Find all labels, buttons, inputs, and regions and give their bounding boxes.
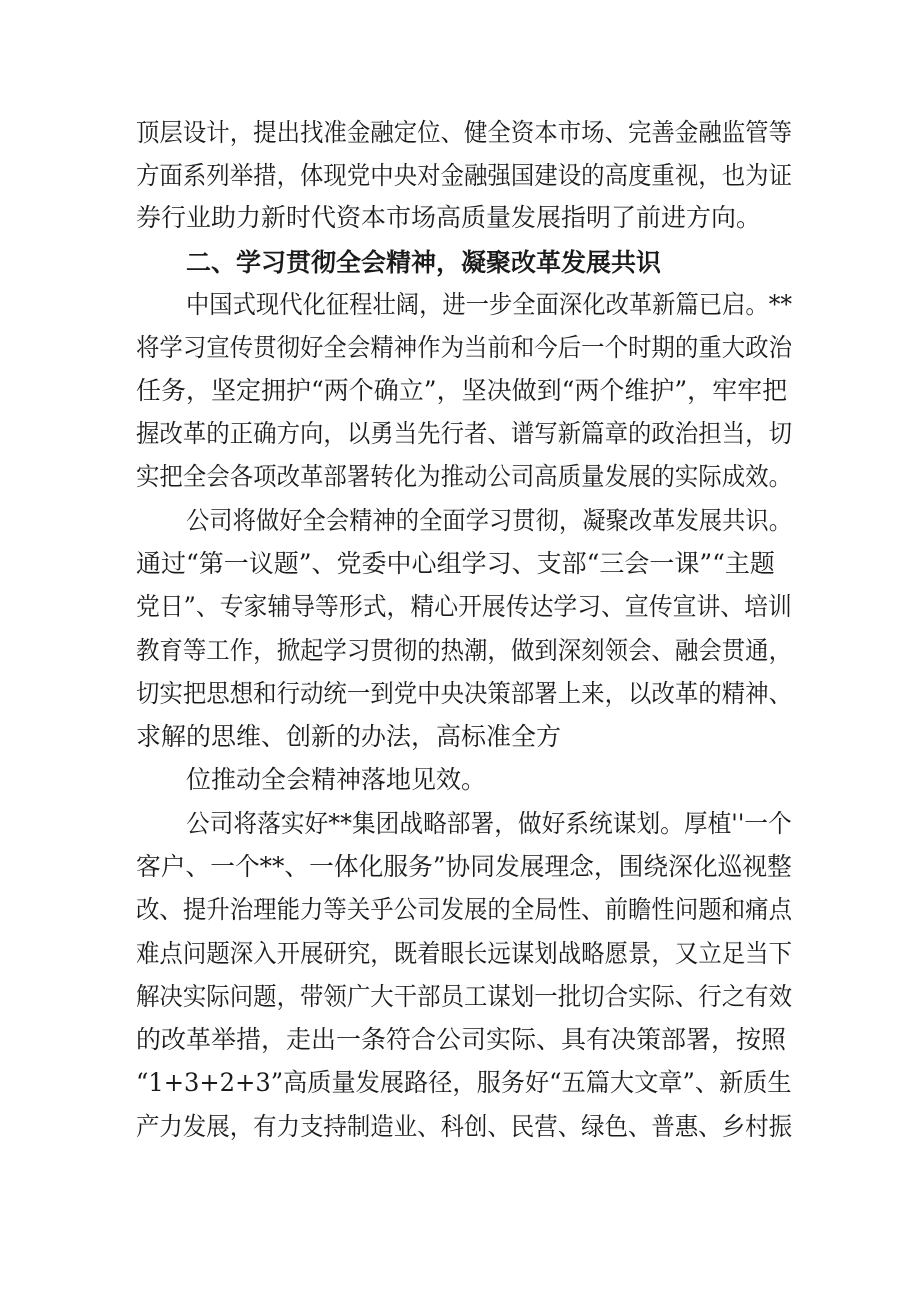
paragraph-line: 的改革举措，走出一条符合公司实际、具有决策部署，按照: [136, 1025, 787, 1054]
paragraph-line: 位推动全会精神落地见效。: [186, 765, 487, 794]
paragraph-line: 顶层设计，提出找准金融定位、健全资本市场、完善金融监管等: [136, 118, 793, 147]
section-heading: 二、学习贯彻全会精神，凝聚改革发展共识: [186, 248, 662, 277]
paragraph-line: “1+3+2+3”高质量发展路径，服务好“五篇大文章”、新质生: [136, 1068, 792, 1097]
paragraph-line: 难点问题深入开展研究，既着眼长远谋划战略愿景，又立足当下: [136, 939, 793, 968]
paragraph-line: 客户、一个**、一体化服务”协同发展理念，围绕深化巡视整: [136, 852, 792, 881]
paragraph-line: 任务，坚定拥护“两个确立”，坚决做到“两个维护”，牢牢把: [136, 376, 788, 405]
paragraph-line: 教育等工作，掀起学习贯彻的热潮，做到深刻领会、融会贯通，: [136, 636, 793, 665]
paragraph-line: 解决实际问题，带领广大干部员工谋划一批切合实际、行之有效: [136, 982, 793, 1011]
paragraph-line: 通过“第一议题”、党委中心组学习、支部“三会一课”“主题: [136, 549, 775, 578]
paragraph-line: 公司将落实好**集团战略部署，做好系统谋划。厚植''一个: [186, 809, 792, 838]
paragraph-line: 将学习宣传贯彻好全会精神作为当前和今后一个时期的重大政治: [136, 333, 793, 362]
paragraph-line: 中国式现代化征程壮阔，进一步全面深化改革新篇已启。**: [186, 290, 793, 319]
paragraph-line: 产力发展，有力支持制造业、科创、民营、绿色、普惠、乡村振: [136, 1112, 793, 1141]
paragraph-line: 券行业助力新时代资本市场高质量发展指明了前进方向。: [136, 203, 762, 232]
paragraph-line: 实把全会各项改革部署转化为推动公司高质量发展的实际成效。: [136, 462, 793, 491]
paragraph-line: 求解的思维、创新的办法，高标准全方: [136, 722, 562, 751]
paragraph-line: 方面系列举措，体现党中央对金融强国建设的高度重视，也为证: [136, 161, 793, 190]
paragraph-line: 改、提升治理能力等关乎公司发展的全局性、前瞻性问题和痛点: [136, 895, 793, 924]
paragraph-line: 握改革的正确方向，以勇当先行者、谱写新篇章的政治担当，切: [136, 419, 793, 448]
paragraph-line: 公司将做好全会精神的全面学习贯彻，凝聚改革发展共识。: [186, 506, 793, 535]
paragraph-line: 党日”、专家辅导等形式，精心开展传达学习、宣传宣讲、培训: [136, 592, 792, 621]
paragraph-line: 切实把思想和行动统一到党中央决策部署上来，以改革的精神、: [136, 679, 793, 708]
